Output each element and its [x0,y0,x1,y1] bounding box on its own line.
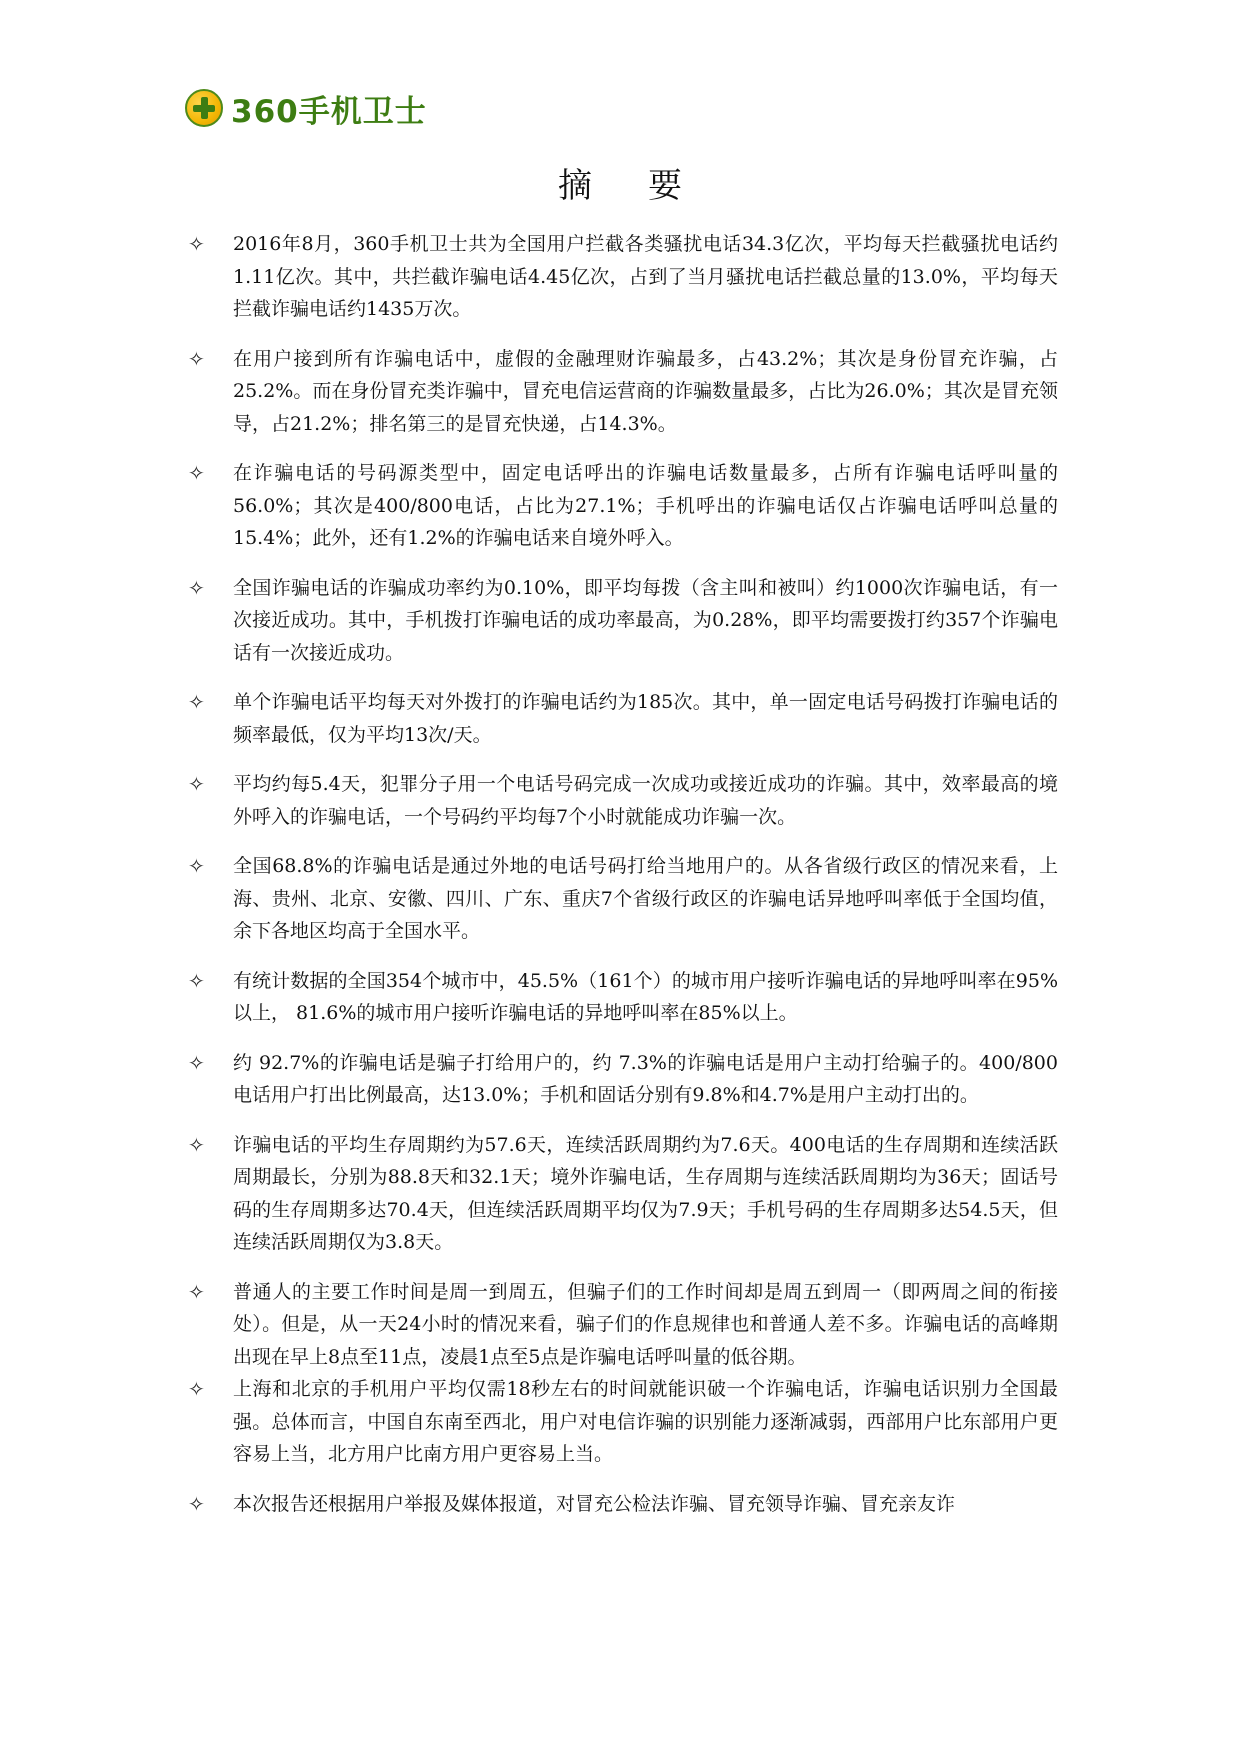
plus-shield-icon [185,89,223,127]
summary-item-text: 有统计数据的全国354个城市中，45.5%（161个）的城市用户接听诈骗电话的异地呼叫率在95%以上， 81.6%的城市用户接听诈骗电话的异地呼叫率在85%以上。 [233,969,1058,1024]
summary-item [188,1047,1058,1112]
bullet-diamond-icon: ✧ [188,346,205,371]
summary-item [188,572,1058,670]
bullet-diamond-icon: ✧ [188,1491,205,1516]
summary-item-text: 在诈骗电话的号码源类型中，固定电话呼出的诈骗电话数量最多，占所有诈骗电话呼叫量的56.0%；其次是400/800电话，占比为27.1%；手机呼出的诈骗电话仅占诈骗电话呼叫总量的15.4%；此外，还有1.2%的诈骗电话来自境外呼入。 [233,462,1058,549]
bullet-diamond-icon: ✧ [188,461,205,485]
summary-item-text: 在用户接到所有诈骗电话中，虚假的金融理财诈骗最多，占43.2%；其次是身份冒充诈骗，占25.2%。而在身份冒充类诈骗中，冒充电信运营商的诈骗数量最多，占比为26.0%；其次是冒充领导，占21.2%；排名第三的是冒充快递，占14.3%。 [233,347,1058,435]
summary-item [188,1129,1058,1259]
summary-item-text: 本次报告还根据用户举报及媒体报道，对冒充公检法诈骗、冒充领导诈骗、冒充亲友诈 [233,1492,956,1515]
bullet-diamond-icon: ✧ [188,968,205,993]
summary-item-text: 上海和北京的手机用户平均仅需18秒左右的时间就能识破一个诈骗电话，诈骗电话识别力全国最强。总体而言，中国自东南至西北，用户对电信诈骗的识别能力逐渐减弱，西部用户比东部用户更容易上当，北方用户比南方用户更容易上当。 [233,1378,1058,1465]
brand-logo [185,88,427,128]
summary-item-text: 约 92.7%的诈骗电话是骗子打给用户的，约 7.3%的诈骗电话是用户主动打给骗子的。400/800电话用户打出比例最高，达13.0%；手机和固话分别有9.8%和4.7%是用户主动打出的。 [233,1051,1058,1106]
summary-item [188,1373,1058,1471]
summary-item-text: 单个诈骗电话平均每天对外拨打的诈骗电话约为185次。其中，单一固定电话号码拨打诈骗电话的频率最低，仅为平均13次/天。 [233,691,1058,746]
summary-item-text: 2016年8月，360手机卫士共为全国用户拦截各类骚扰电话34.3亿次，平均每天拦截骚扰电话约1.11亿次。其中，共拦截诈骗电话4.45亿次，占到了当月骚扰电话拦截总量的13.0%，平均每天拦截诈骗电话约1435万次。 [233,233,1058,320]
bullet-diamond-icon: ✧ [188,1132,205,1157]
summary-item [188,343,1058,441]
summary-item [188,965,1058,1030]
bullet-diamond-icon: ✧ [188,1377,205,1401]
summary-item-text: 全国诈骗电话的诈骗成功率约为0.10%，即平均每拨（含主叫和被叫）约1000次诈骗电话，有一次接近成功。其中，手机拨打诈骗电话的成功率最高，为0.28%，即平均需要拨打约357个诈骗电话有一次接近成功。 [233,576,1058,664]
bullet-diamond-icon: ✧ [188,232,205,256]
summary-item [188,457,1058,555]
summary-list [188,228,1058,1537]
summary-item [188,1488,1058,1521]
summary-item [188,228,1058,326]
summary-item [188,686,1058,751]
bullet-diamond-icon: ✧ [188,854,205,878]
summary-item-text: 普通人的主要工作时间是周一到周五，但骗子们的工作时间却是周五到周一（即两周之间的衔接处）。但是，从一天24小时的情况来看，骗子们的作息规律也和普通人差不多。诈骗电话的高峰期出现在早上8点至11点，凌晨1点至5点是诈骗电话呼叫量的低谷期。 [233,1280,1058,1368]
bullet-diamond-icon: ✧ [188,772,205,796]
summary-item-text: 诈骗电话的平均生存周期约为57.6天，连续活跃周期约为7.6天。400电话的生存周期和连续活跃周期最长，分别为88.8天和32.1天；境外诈骗电话，生存周期与连续活跃周期均为36天；固话号码的生存周期多达70.4天，但连续活跃周期平均仅为7.9天；手机号码的生存周期多达54.5天，但连续活跃周期仅为3.8天。 [233,1133,1058,1253]
brand-logo-text: 360手机卫士 [231,93,427,130]
summary-item-text: 平均约每5.4天，犯罪分子用一个电话号码完成一次成功或接近成功的诈骗。其中，效率最高的境外呼入的诈骗电话，一个号码约平均每7个小时就能成功诈骗一次。 [233,773,1058,828]
bullet-diamond-icon: ✧ [188,1279,205,1304]
summary-item-text: 全国68.8%的诈骗电话是通过外地的电话号码打给当地用户的。从各省级行政区的情况来看，上海、贵州、北京、安徽、四川、广东、重庆7个省级行政区的诈骗电话异地呼叫率低于全国均值，余下各地区均高于全国水平。 [233,855,1058,942]
bullet-diamond-icon: ✧ [188,575,205,600]
bullet-diamond-icon: ✧ [188,690,205,714]
summary-item [188,850,1058,948]
summary-item [188,768,1058,833]
page-title: 摘要 [558,166,738,206]
summary-item [188,1276,1058,1374]
bullet-diamond-icon: ✧ [188,1050,205,1075]
